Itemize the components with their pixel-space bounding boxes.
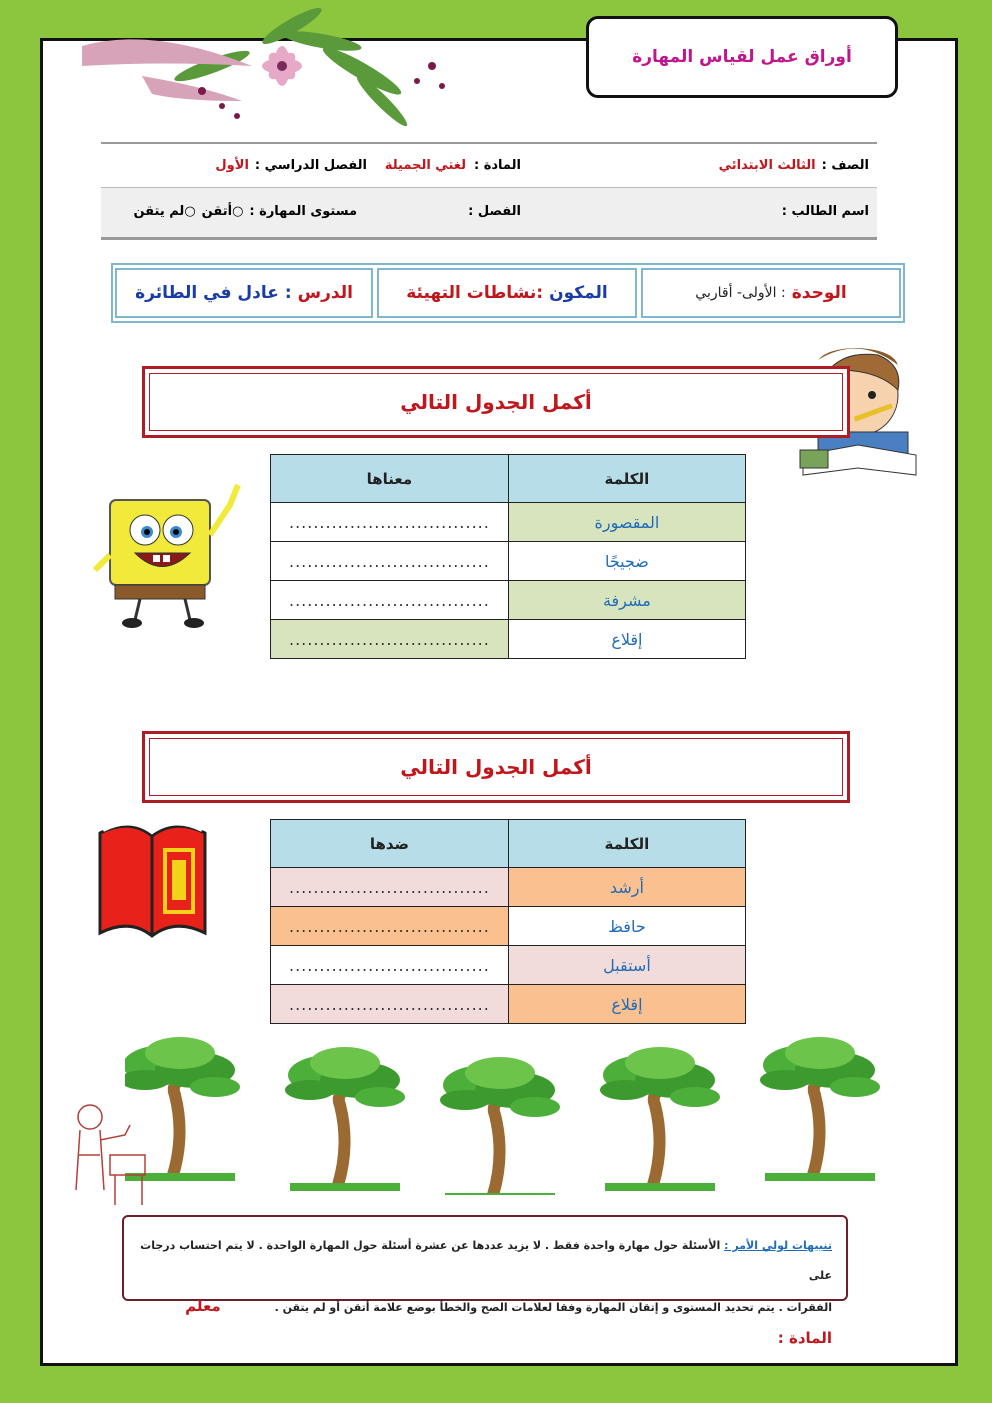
term-label: الفصل الدراسي : (254, 158, 367, 173)
table-row (271, 907, 746, 946)
word-cell: ضجيجًا (508, 542, 745, 581)
instruction-banner-1 (142, 366, 850, 438)
subject-label: المادة : (473, 158, 521, 173)
lesson-label: الدرس (297, 283, 353, 303)
flower-decoration-icon (62, 6, 462, 131)
word-cell: إقلاع (508, 620, 745, 659)
sponge-character-icon (90, 475, 245, 635)
notes-heading: تنبيهات لولي الأمر : (724, 1239, 832, 1252)
table-row (271, 620, 746, 659)
instruction-banner-2 (142, 731, 850, 803)
notes-line-1: الأسئلة حول مهارة واحدة فقط . لا يزيد عددها عن عشرة أسئلة حول المهارة الواحدة . لا يتم احتساب درجات على (140, 1239, 832, 1282)
table-row (271, 581, 746, 620)
opposites-table (270, 819, 746, 1024)
table-row (271, 868, 746, 907)
column-header-meaning: معناها (271, 455, 509, 503)
lesson-value: : عادل في الطائرة (135, 283, 292, 303)
student-name-label: اسم الطالب : (781, 203, 869, 219)
word-cell: إقلاع (508, 985, 745, 1024)
table-row (271, 946, 746, 985)
answer-blank[interactable]: ................................. (271, 620, 509, 659)
meanings-table (270, 454, 746, 659)
column-header-word: الكلمة (508, 820, 745, 868)
notes-line-2: الفقرات . يتم تحديد المستوى و إتقان المهارة وفقا لعلامات الصح والخطأ بوضع علامة أتقن أو لم يتقن . (274, 1301, 832, 1314)
class-label: الفصل : (468, 203, 521, 219)
word-cell: مشرفة (508, 581, 745, 620)
column-header-word: الكلمة (508, 455, 745, 503)
table-row (271, 542, 746, 581)
mastered-radio-icon[interactable]: ○ (232, 203, 244, 219)
worksheet-title: أوراق عمل لقياس المهارة (586, 16, 898, 98)
answer-blank[interactable]: ................................. (271, 868, 509, 907)
palm-trees-border-icon (125, 1025, 895, 1195)
mastered-label: أتقن (201, 203, 233, 219)
table-row (271, 985, 746, 1024)
red-book-icon (95, 818, 210, 940)
unit-label: الوحدة (791, 283, 847, 303)
skill-level-label: مستوى المهارة : (249, 203, 357, 219)
term-value: الأول (215, 158, 249, 173)
word-cell: أرشد (508, 868, 745, 907)
component-label: المكون (549, 283, 608, 303)
grade-label: الصف : (821, 158, 869, 173)
student-drawing-icon (70, 1095, 155, 1210)
answer-blank[interactable]: ................................. (271, 907, 509, 946)
word-cell: أستقبل (508, 946, 745, 985)
instruction-text-1: أكمل الجدول التالي (400, 390, 592, 414)
answer-blank[interactable]: ................................. (271, 503, 509, 542)
word-cell: المقصورة (508, 503, 745, 542)
component-value: :نشاطات التهيئة (406, 283, 544, 303)
not-mastered-label: لم يتقن (133, 203, 185, 219)
parent-notes-box (122, 1215, 848, 1347)
answer-blank[interactable]: ................................. (271, 542, 509, 581)
answer-blank[interactable]: ................................. (271, 581, 509, 620)
word-cell: حافظ (508, 907, 745, 946)
table-row (271, 503, 746, 542)
answer-blank[interactable]: ................................. (271, 985, 509, 1024)
instruction-text-2: أكمل الجدول التالي (400, 755, 592, 779)
unit-value: : الأولى- أقاربي (695, 285, 786, 301)
subject-teacher-label: معلم المادة : (185, 1297, 832, 1347)
student-info-table (101, 142, 877, 240)
grade-value: الثالث الابتدائي (718, 158, 816, 173)
subject-value: لغتي الجميلة (384, 158, 466, 173)
answer-blank[interactable]: ................................. (271, 946, 509, 985)
lesson-info-strip (111, 263, 905, 323)
column-header-opposite: ضدها (271, 820, 509, 868)
not-mastered-radio-icon[interactable]: ○ (184, 203, 196, 219)
